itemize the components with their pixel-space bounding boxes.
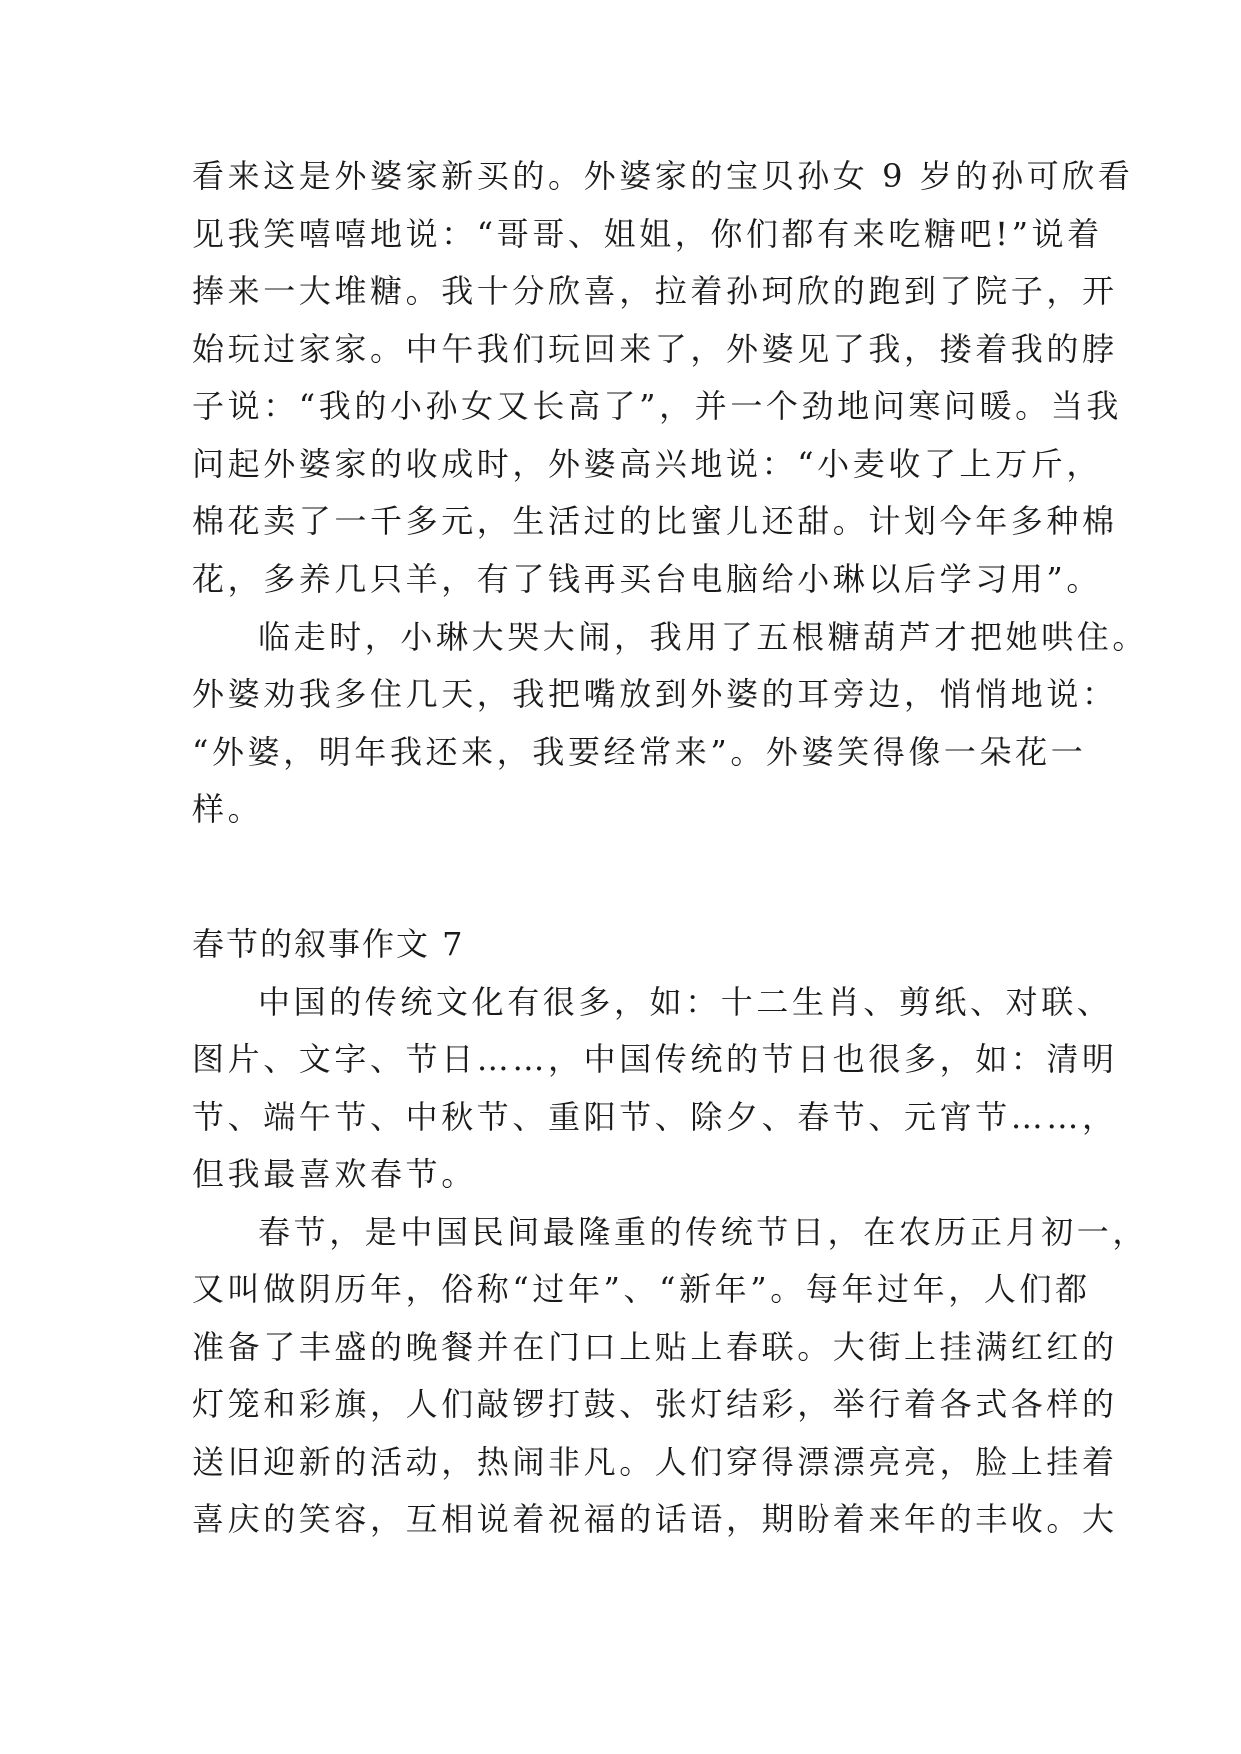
text-line: 喜庆的笑容，互相说着祝福的话语，期盼着来年的丰收。大 [192, 1500, 1118, 1538]
text-line: 看来这是外婆家新买的。外婆家的宝贝孙女 9 岁的孙可欣看 [192, 157, 1134, 195]
text-line: 准备了丰盛的晚餐并在门口上贴上春联。大街上挂满红红的 [192, 1328, 1118, 1366]
paragraph-first-line: 临走时，小琳大哭大闹，我用了五根糖葫芦才把她哄住。 [258, 618, 1149, 656]
section-heading: 春节的叙事作文 7 [192, 925, 465, 963]
text-line: 问起外婆家的收成时，外婆高兴地说：“小麦收了上万斤， [192, 445, 1102, 483]
text-line: 图片、文字、节日……，中国传统的节日也很多，如：清明 [192, 1040, 1118, 1078]
text-line: 外婆劝我多住几天，我把嘴放到外婆的耳旁边，悄悄地说： [192, 675, 1118, 713]
paragraph-first-line: 中国的传统文化有很多，如：十二生肖、剪纸、对联、 [258, 983, 1113, 1021]
text-line: 样。 [192, 790, 264, 828]
text-line: 又叫做阴历年，俗称“过年”、“新年”。每年过年，人们都 [192, 1270, 1091, 1308]
text-line: 花，多养几只羊，有了钱再买台电脑给小琳以后学习用”。 [192, 560, 1102, 598]
text-line: 节、端午节、中秋节、重阳节、除夕、春节、元宵节……， [192, 1098, 1118, 1136]
text-line: 灯笼和彩旗，人们敲锣打鼓、张灯结彩，举行着各式各样的 [192, 1385, 1118, 1423]
text-line: 子说：“我的小孙女又长高了”，并一个劲地问寒问暖。当我 [192, 387, 1122, 425]
text-line: 捧来一大堆糖。我十分欣喜，拉着孙珂欣的跑到了院子，开 [192, 272, 1118, 310]
text-line: “外婆，明年我还来，我要经常来”。外婆笑得像一朵花一 [192, 733, 1087, 771]
text-line: 始玩过家家。中午我们玩回来了，外婆见了我，搂着我的脖 [192, 330, 1118, 368]
text-line: 送旧迎新的活动，热闹非凡。人们穿得漂漂亮亮，脸上挂着 [192, 1443, 1118, 1481]
text-line: 棉花卖了一千多元，生活过的比蜜儿还甜。计划今年多种棉 [192, 502, 1118, 540]
text-line: 见我笑嘻嘻地说：“哥哥、姐姐，你们都有来吃糖吧!”说着 [192, 215, 1103, 253]
paragraph-first-line: 春节，是中国民间最隆重的传统节日，在农历正月初一， [258, 1213, 1149, 1251]
text-line: 但我最喜欢春节。 [192, 1155, 477, 1193]
